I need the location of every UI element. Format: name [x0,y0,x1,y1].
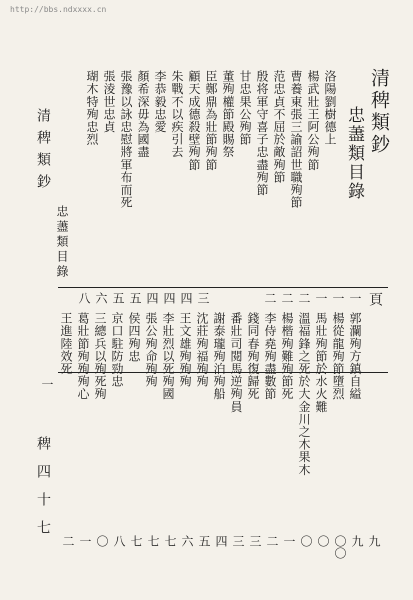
page-number: 一 [331,292,345,304]
lower-column: 侯四殉忠 [127,312,141,363]
upper-column: 范忠貞不屈於敵殉節 [272,70,286,184]
upper-column: 顧天成德殺壁殉節 [187,70,201,171]
running-section-title: 忠藎類目錄 [55,205,69,280]
book-title: 清稗類鈔 [368,68,390,156]
bottom-page-number: 二 [265,535,279,547]
bottom-page-number: 三 [231,535,245,547]
upper-column: 殷将軍守喜子忠盡殉節 [255,70,269,196]
lower-column: 王進陸效死 [59,312,73,375]
upper-column: 李恭毅忠愛 [153,70,167,133]
page-number: 一 [314,292,328,304]
upper-column: 張豫以詠忠慰將軍布而死 [119,70,133,209]
bottom-page-number: 九 [367,535,381,547]
bottom-page-number: 八 [112,535,126,547]
bottom-page-number: 七 [163,535,177,547]
lower-column: 三總兵以殉死殉 [93,312,107,401]
lower-column: 溫福鋒之死於大金川之木果木 [297,312,311,476]
bottom-page-number: 七 [129,535,143,547]
page-number: 四 [179,292,193,304]
page-number: 五 [128,292,142,304]
page-number: 八 [77,292,91,304]
upper-column: 顏希深毋為國盡 [136,70,150,159]
page-number: 二 [263,292,277,304]
top-rule [58,287,388,288]
page-number: 二 [297,292,311,304]
upper-column: 楊武壯王阿公殉節 [306,70,320,171]
upper-column: 甘忠果公殉節 [238,70,252,146]
lower-column: 謝泰瓏殉泊殉船 [212,312,226,401]
upper-column: 張淩世忠貞 [102,70,116,133]
footer-page-label: 稗四十七 [35,436,51,548]
upper-column: 瑚木特殉忠烈 [85,70,99,146]
lower-column: 番壯司閱馬逆殉員 [229,312,243,413]
bottom-page-number: 七 [146,535,160,547]
page-heading: 頁 [367,292,383,306]
bottom-page-number: 〇 [299,535,313,547]
bottom-page-number: 四 [214,535,228,547]
page-number: 六 [94,292,108,304]
lower-column: 郭瀾殉方鎮自縊 [348,312,362,401]
lower-column: 葛壯節殉殉殉心 [76,312,90,401]
upper-column: 朱戰不以疾引去 [170,70,184,159]
lower-column: 楊從龍殉節墮烈 [331,312,345,401]
bottom-page-number: 一 [78,535,92,547]
lower-column: 楊楷殉難殉節死 [280,312,294,401]
section-title: 忠藎類目錄 [344,106,364,201]
upper-column: 曹養東張三諭詔世職殉節 [289,70,303,209]
bottom-page-number: 三 [248,535,262,547]
bottom-page-number: 一 [282,535,296,547]
lower-column: 張公殉命殉殉 [144,312,158,388]
page-number: 五 [111,292,125,304]
lower-column: 沈莊殉福殉殉 [195,312,209,388]
bottom-page-number: 〇〇 [333,535,347,559]
bottom-page-number: 六 [180,535,194,547]
bottom-page-number: 九 [350,535,364,547]
lower-column: 王文雄殉殉殉 [178,312,192,388]
bottom-page-number: 五 [197,535,211,547]
watermark: http://bbs.ndxxxx.cn [10,5,107,14]
side-page-number: 一 [40,378,54,390]
lower-column: 錢同春殉復歸死 [246,312,260,401]
page-number: 一 [348,292,362,304]
upper-column: 臣鄭鼎為壯節殉節 [204,70,218,171]
upper-column: 洛陽劉樹德上 [323,70,337,146]
bottom-page-number: 〇 [316,535,330,547]
lower-column: 李壯烈以死殉國 [161,312,175,401]
lower-column: 馬壯殉節於水火難 [314,312,328,413]
bottom-page-number: 二 [61,535,75,547]
lower-column: 李侍堯殉盡數節 [263,312,277,401]
page-number: 四 [145,292,159,304]
page-number: 三 [196,292,210,304]
lower-column: 京口駐防勁忠 [110,312,124,388]
running-title: 清稗類鈔 [35,108,51,196]
page-number: 四 [162,292,176,304]
upper-column: 董殉權節殿賜祭 [221,70,235,159]
bottom-page-number: 〇 [95,535,109,547]
page-number: 二 [280,292,294,304]
